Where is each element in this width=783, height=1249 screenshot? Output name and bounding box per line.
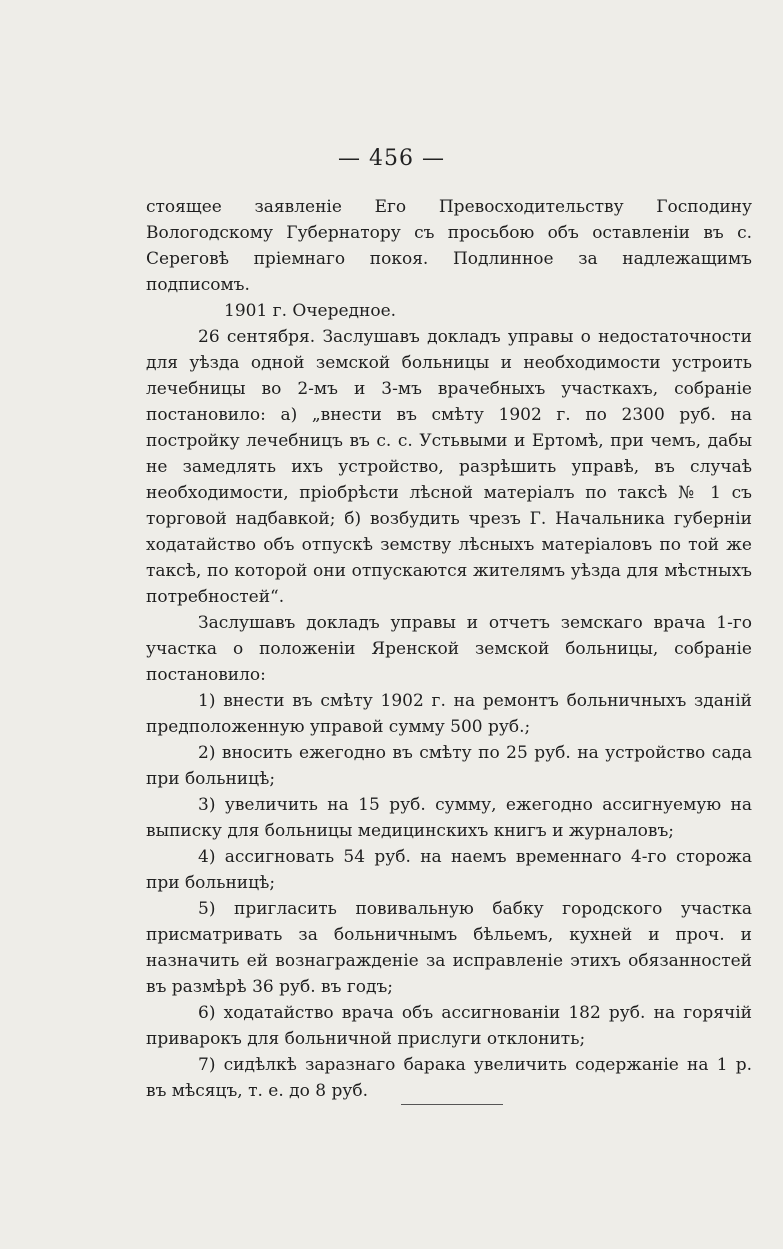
resolution-item-6: 6) ходатайство врача объ ассигнованіи 182 руб. на горячій приварокъ для больничной прислуги отклонить; bbox=[146, 1003, 752, 1049]
resolution-item-3: 3) увеличить на 15 руб. сумму, ежегодно ассигнуемую на выписку для больницы медицинскихъ книгъ и журналовъ; bbox=[146, 795, 752, 841]
session-heading: 1901 г. Очередное. bbox=[224, 301, 397, 321]
resolution-item-2: 2) вносить ежегодно въ смѣту по 25 руб. на устройство сада при больницѣ; bbox=[146, 743, 752, 789]
paragraph-clinics: 26 сентября. Заслушавъ докладъ управы о недостаточности для уѣзда одной земской больницы и необходимости устроить лечебницы во 2-мъ и 3-мъ врачебныхъ участкахъ, собраніе постановило: а) „внести въ смѣту 1902 г. по 2300 руб. на постройку лечебницъ въ с. с. Устьвыми и Ертомѣ, при чемъ, дабы не замедлять ихъ устройство, разрѣшить управѣ, въ случаѣ необходимости, пріобрѣсти лѣсной матеріалъ по таксѣ № 1 съ торговой надбавкой; б) возбудить чрезъ Г. Начальника губерніи ходатайство объ отпускѣ земству лѣсныхъ матеріаловъ по той же таксѣ, по которой они отпускаются жителямъ уѣзда для мѣстныхъ потребностей“. bbox=[146, 327, 752, 607]
page-text bbox=[146, 194, 752, 1104]
page-number: — 456 — bbox=[338, 146, 445, 171]
resolution-item-1: 1) внести въ смѣту 1902 г. на ремонтъ больничныхъ зданій предположенную управой сумму 500 руб.; bbox=[146, 691, 752, 737]
paragraph-hospital-report: Заслушавъ докладъ управы и отчетъ земскаго врача 1-го участка о положеніи Яренской земской больницы, собраніе постановило: bbox=[146, 613, 752, 685]
resolution-item-5: 5) пригласить повивальную бабку городского участка присматривать за больничнымъ бѣльемъ, кухней и проч. и назначить ей вознагражденіе за исправленіе этихъ обязанностей въ размѣрѣ 36 руб. въ годъ; bbox=[146, 899, 752, 997]
resolution-item-4: 4) ассигновать 54 руб. на наемъ временнаго 4-го сторожа при больницѣ; bbox=[146, 847, 752, 893]
end-rule bbox=[401, 1104, 503, 1105]
resolution-item-7: 7) сидѣлкѣ заразнаго барака увеличить содержаніе на 1 р. въ мѣсяцъ, т. е. до 8 руб. bbox=[146, 1055, 752, 1101]
paragraph-petition: стоящее заявленіе Его Превосходительству Господину Вологодскому Губернатору съ просьбою объ оставленіи въ с. Сереговѣ пріемнаго покоя. Подлинное за надлежащимъ подписомъ. bbox=[146, 197, 752, 295]
